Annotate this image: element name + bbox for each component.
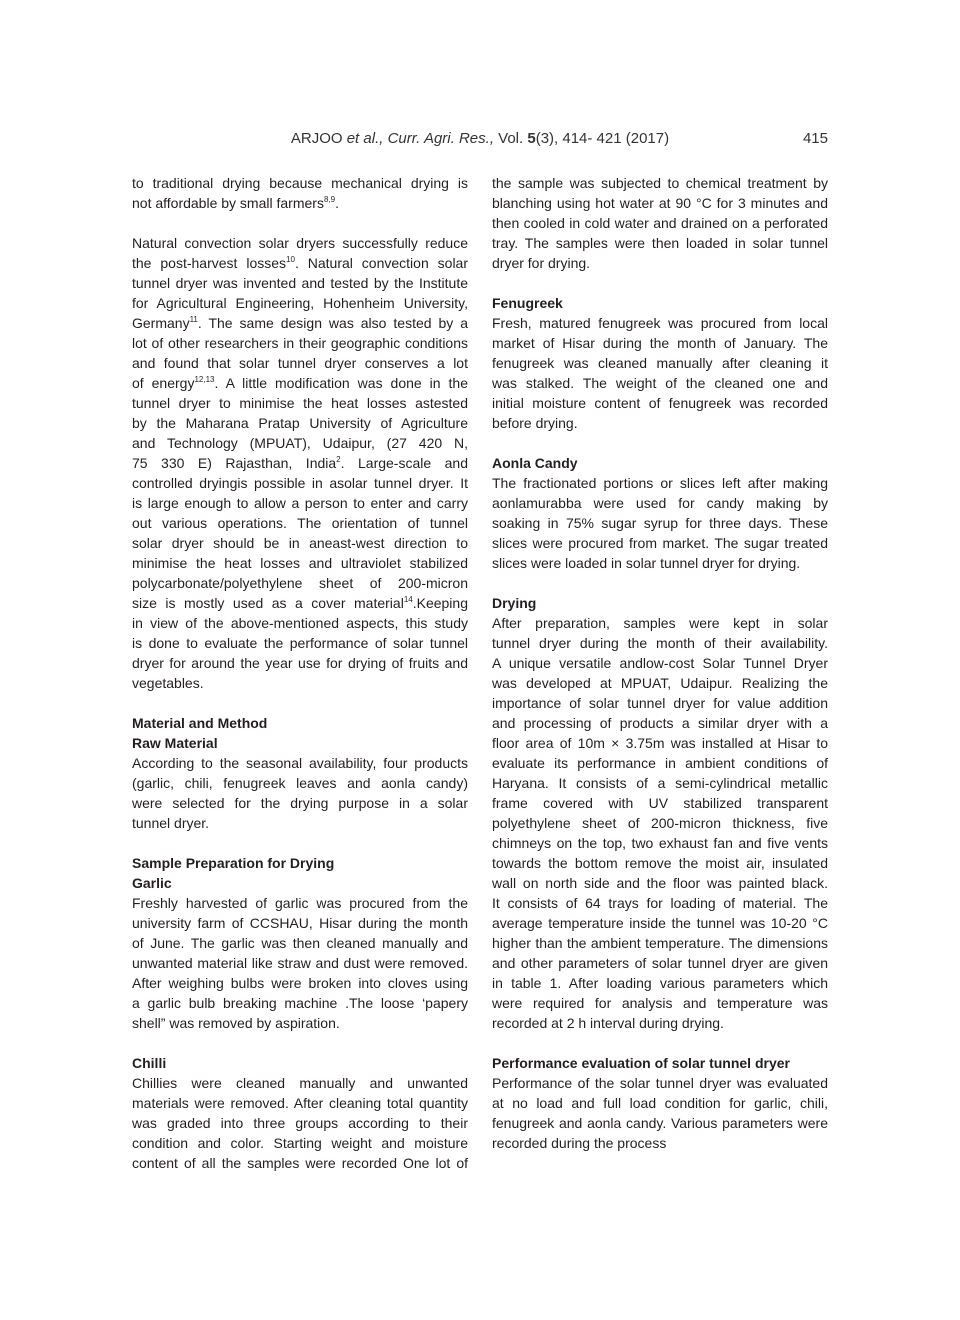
text-line: The fractionated portions or slices left after making [492,475,828,491]
left-column [132,173,468,1173]
text-line: vegetables. [132,675,204,691]
text-line: polycarbonate/polyethylene sheet of 200-micron [132,575,468,591]
text-line: tunnel dryer to minimise the heat losses astested [132,395,468,411]
text-line: 75 330 E) Rajasthan, India$^2$. Large-scale and [132,455,468,471]
text-line: before drying. [492,415,578,431]
text-line: were required for analysis and temperature was [492,995,828,1011]
text-line: the sample was subjected to chemical treatment by [492,175,828,191]
text-line: materials were removed. After cleaning total quantity [132,1095,468,1111]
text-line: to traditional drying because mechanical drying is [132,175,468,191]
text-line: is done to evaluate the performance of solar tunnel [132,635,468,651]
paragraph [132,753,468,833]
text-line: After weighing bulbs were broken into cloves using [132,975,468,991]
text-line: blanching using hot water at 90 °C for 3 minutes and [492,195,828,211]
header-etal: et al., [346,130,384,147]
text-line: slices were procured from market. The sugar treated [492,535,828,551]
citation-superscript: 8,9 [323,195,336,204]
text-line: not affordable by small farmers$^{8,9}$. [132,195,339,211]
text-line: A unique versatile andlow-cost Solar Tunnel Dryer [492,655,828,671]
text-line: recorded at 2 h interval during drying. [492,1015,724,1031]
text-line: aonlamurabba were used for candy making by [492,495,828,511]
paragraph-spacer [492,273,828,293]
section-heading: Drying [492,595,537,611]
text-line: fenugreek was cleaned manually after cleaning it [492,355,828,371]
text-line: and processing of products a similar dryer with a [492,715,828,731]
text-line: Haryana. It consists of a semi-cylindrical metallic [492,775,828,791]
header-journal: Curr. Agri. Res., [387,130,494,147]
header-vol-label: Vol. [498,130,524,147]
text-line: wall on north side and the floor was painted black. [492,875,828,891]
citation-superscript: 11 [189,315,198,324]
text-line: Natural convection solar dryers successfully reduce [132,235,468,251]
text-line: tunnel dryer. [132,815,210,831]
text-line: slices were loaded in solar tunnel dryer for drying. [492,555,801,571]
text-line: was stalked. The weight of the cleaned one and [492,375,828,391]
text-line: at no load and full load condition for garlic, chili, [492,1095,828,1111]
text-line: shell” was removed by aspiration. [132,1015,340,1031]
paragraph-spacer [132,1033,468,1053]
text-line: (garlic, chili, fenugreek leaves and aonla candy) [132,775,468,791]
text-line: market of Hisar during the month of January. The [492,335,828,351]
text-line: university farm of CCSHAU, Hisar during the month [132,915,468,931]
text-line: of energy$^{12,13}$. A little modification was done in the [132,375,468,391]
text-line: Freshly harvested of garlic was procured from the [132,895,468,911]
text-line: content of all the samples were recorded One lot of [132,1155,468,1171]
text-line: dryer for drying. [492,255,591,271]
text-line: average temperature inside the tunnel was 10-20 °C [492,915,828,931]
text-line: in table 1. After loading various parameters which [492,975,828,991]
citation-superscript: 14 [403,595,413,604]
section-heading: Performance evaluation of solar tunnel dryer [492,1055,790,1071]
paragraph [132,233,468,693]
section-heading: Garlic [132,875,172,891]
text-line: Germany$^{11}$. The same design was also tested by a [132,315,468,331]
text-line: polyethylene sheet of 200-micron thickness, five [492,815,828,831]
paragraph [492,173,828,273]
text-line: evaluate its performance in ambient conditions of [492,755,828,771]
header-volume: 5 [527,130,536,147]
paragraph [132,893,468,1033]
text-line: controlled dryingis possible in asolar tunnel dryer. It [132,475,468,491]
text-line: by the Maharana Pratap University of Agriculture [132,415,468,431]
text-line: higher than the ambient temperature. The dimensions [492,935,828,951]
text-line: were selected for the drying purpose in a solar [132,795,468,811]
text-line: According to the seasonal availability, four products [132,755,468,771]
text-line: soaking in 75% sugar syrup for three days. These [492,515,828,531]
text-line: solar dryer should be in aneast-west direction to [132,535,468,551]
paragraph-spacer [492,433,828,453]
text-line: dryer for around the year use for drying of fruits and [132,655,468,671]
paragraph [132,1073,468,1173]
paragraph-spacer [132,213,468,233]
text-line: lot of other researchers in their geographic conditions [132,335,468,351]
text-line: unwanted material like straw and dust were removed. [132,955,468,971]
paragraph-spacer [132,693,468,713]
text-line: out various operations. The orientation of tunnel [132,515,468,531]
text-line: frame covered with UV stabilized transparent [492,795,828,811]
text-line: condition and color. Starting weight and moisture [132,1135,468,1151]
text-line: initial moisture content of fenugreek was recorded [492,395,828,411]
header-issue-pages: (3), 414- 421 (2017) [535,130,670,147]
text-line: for Agricultural Engineering, Hohenheim University, [132,295,468,311]
section-heading: Chilli [132,1055,167,1071]
text-line: and found that solar tunnel dryer conserves a lot [132,355,468,371]
text-line: is large enough to allow a person to enter and carry [132,495,468,511]
citation-superscript: 12,13 [194,375,215,384]
text-line: importance of solar tunnel dryer for value addition [492,695,828,711]
text-line: was developed at MPUAT, Udaipur. Realizing the [492,675,828,691]
text-line: recorded during the process [492,1135,667,1151]
text-line: tunnel dryer was invented and tested by the Institute [132,275,468,291]
text-line: Performance of the solar tunnel dryer was evaluated [492,1075,828,1091]
text-line: then cooled in cold water and drained on a perforated [492,215,828,231]
paragraph [492,613,828,1033]
text-line: in view of the above-mentioned aspects, this study [132,615,468,631]
paragraph [132,173,468,213]
text-line: floor area of 10m × 3.75m was installed at Hisar to [492,735,828,751]
text-line: chimneys on the top, two exhaust fan and five vents [492,835,828,851]
right-column [492,173,828,1153]
section-heading: Material and Method [132,715,268,731]
paragraph-spacer [492,573,828,593]
text-line: of June. The garlic was then cleaned manually and [132,935,468,951]
text-line: fenugreek and aonla candy. Various parameters were [492,1115,828,1131]
page-number: 415 [802,130,828,147]
text-line: the post-harvest losses$^{10}$. Natural convection solar [132,255,468,271]
section-heading: Aonla Candy [492,455,578,471]
text-line: Fresh, matured fenugreek was procured from local [492,315,828,331]
text-line: size is mostly used as a cover material$^{14}$.Keeping [132,595,468,611]
text-line: After preparation, samples were kept in solar [492,615,828,631]
text-line: a garlic bulb breaking machine .The loose ‘papery [132,995,468,1011]
citation-superscript: 2 [336,455,341,464]
section-heading: Fenugreek [492,295,563,311]
paragraph-spacer [132,833,468,853]
section-heading: Raw Material [132,735,218,751]
text-line: tunnel dryer during the month of their availability. [492,635,828,651]
text-line: minimise the heat losses and ultraviolet stabilized [132,555,468,571]
text-line: It consists of 64 trays for loading of material. The [492,895,828,911]
paragraph-spacer [492,1033,828,1053]
text-line: and Technology (MPUAT), Udaipur, (27 420 N, [132,435,468,451]
text-line: Chillies were cleaned manually and unwanted [132,1075,468,1091]
text-line: tray. The samples were then loaded in solar tunnel [492,235,828,251]
paragraph [492,473,828,573]
header-author: ARJOO [290,130,343,147]
text-line: was graded into three groups according to their [132,1115,468,1131]
paragraph [492,1073,828,1153]
text-line: and other parameters of solar tunnel dryer are given [492,955,828,971]
citation-superscript: 10 [286,255,295,264]
section-heading: Sample Preparation for Drying [132,855,335,871]
text-line: towards the bottom remove the moist air, insulated [492,855,828,871]
paragraph [492,313,828,433]
